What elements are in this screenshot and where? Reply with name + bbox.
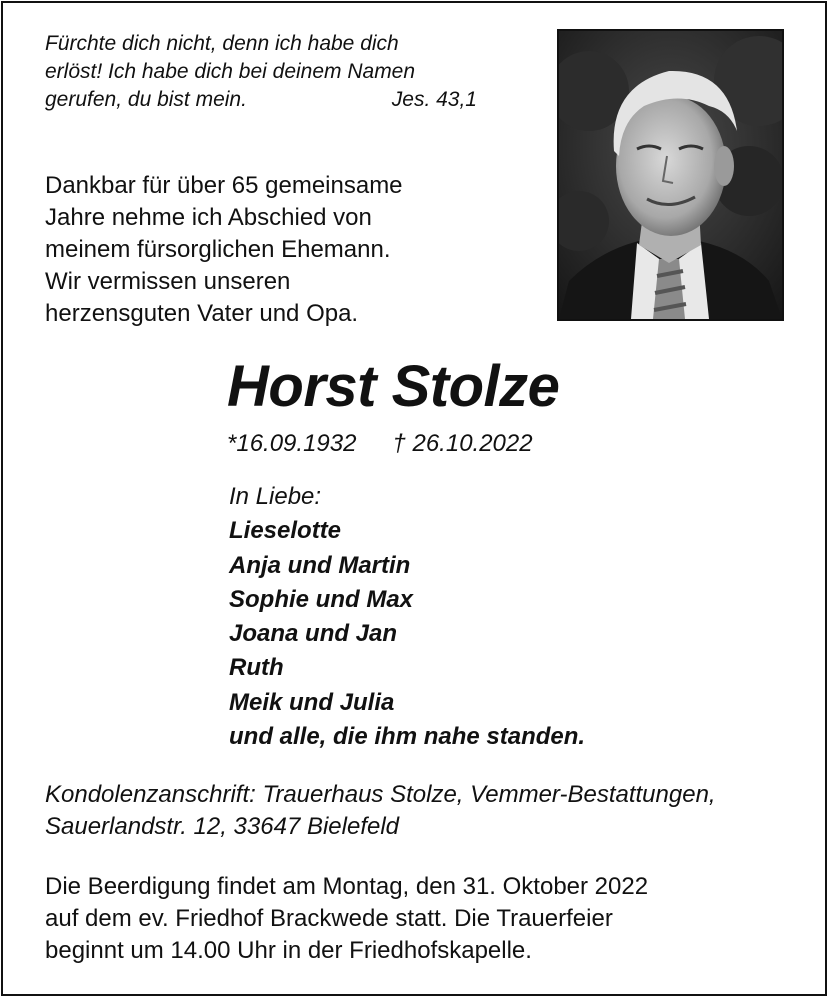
funeral-line: beginnt um 14.00 Uhr in der Friedhofskapelle.: [45, 937, 532, 964]
family-lead: In Liebe:: [229, 483, 322, 510]
farewell-line: Wir vermissen unseren: [45, 268, 291, 295]
farewell-text: [45, 170, 485, 330]
family-member: Ruth: [229, 654, 284, 682]
funeral-info: [45, 871, 648, 967]
verse-reference: Jes. 43,1: [391, 88, 477, 111]
bible-verse: [45, 30, 477, 114]
farewell-line: Dankbar für über 65 gemeinsame: [45, 172, 403, 199]
portrait-photo: [557, 29, 784, 321]
condolence-address: [45, 779, 716, 843]
funeral-line: auf dem ev. Friedhof Brackwede statt. Die Trauerfeier: [45, 905, 613, 932]
family-member: Lieselotte: [229, 517, 342, 545]
family-member: Joana und Jan: [229, 620, 398, 648]
life-dates: [227, 428, 533, 460]
birth-date: *16.09.1932: [227, 430, 357, 457]
farewell-line: meinem fürsorglichen Ehemann.: [45, 236, 391, 263]
verse-line: erlöst! Ich habe dich bei deinem Namen: [45, 60, 416, 83]
farewell-line: herzensguten Vater und Opa.: [45, 300, 359, 327]
farewell-line: Jahre nehme ich Abschied von: [45, 204, 372, 231]
portrait-photo-icon: [559, 31, 782, 319]
funeral-line: Die Beerdigung findet am Montag, den 31. Oktober 2022: [45, 873, 649, 900]
family-member: und alle, die ihm nahe standen.: [229, 723, 586, 751]
family-member: Meik und Julia: [229, 688, 395, 716]
family-member: Sophie und Max: [229, 585, 414, 613]
family-list: [229, 480, 585, 754]
verse-line: gerufen, du bist mein.: [45, 88, 247, 111]
family-member: Anja und Martin: [229, 551, 411, 579]
deceased-name: Horst Stolze: [227, 354, 560, 419]
condolence-line: Sauerlandstr. 12, 33647 Bielefeld: [45, 813, 400, 840]
verse-line: Fürchte dich nicht, denn ich habe dich: [45, 32, 399, 55]
verse-last-line: [45, 86, 477, 114]
condolence-line: Kondolenzanschrift: Trauerhaus Stolze, Vemmer-Bestattungen,: [45, 781, 716, 808]
death-date: † 26.10.2022: [392, 430, 533, 457]
